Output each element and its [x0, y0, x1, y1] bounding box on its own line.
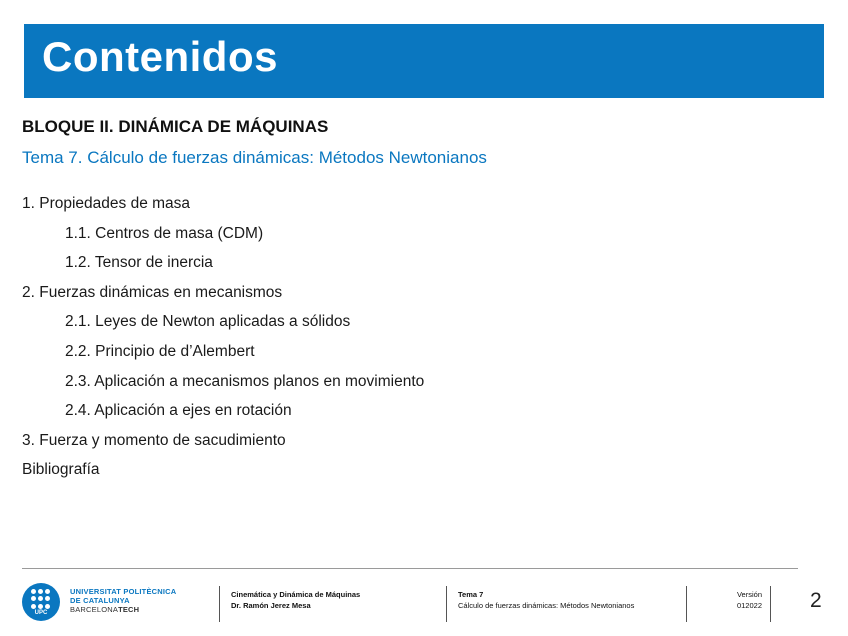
version-value: 012022 [736, 601, 762, 610]
footer-version [712, 589, 762, 611]
topic-name: Cálculo de fuerzas dinámicas: Métodos Newtonianos [458, 601, 635, 610]
footer-separator [446, 586, 447, 622]
toc-item: Bibliografía [22, 461, 100, 479]
table-of-contents [22, 194, 424, 490]
version-label: Versión [736, 590, 762, 599]
university-logo [22, 583, 197, 623]
logo-badge: UPC [34, 610, 48, 616]
slide-title: Contenidos [42, 33, 278, 80]
toc-item: 1. Propiedades de masa [22, 195, 191, 212]
footer-divider [22, 568, 798, 569]
topic-number: Tema 7 [458, 590, 484, 599]
logo-line-2: DE CATALUNYA [70, 596, 130, 605]
toc-item: 2.2. Principio de d’Alembert [65, 342, 255, 360]
toc-item: 2.1. Leyes de Newton aplicadas a sólidos [65, 313, 351, 331]
footer-topic-info [458, 589, 668, 611]
toc-item: 2.3. Aplicación a mecanismos planos en movimiento [65, 372, 425, 390]
footer-course-info [231, 589, 360, 611]
course-name: Cinemática y Dinámica de Máquinas [231, 590, 361, 599]
topic-heading: Tema 7. Cálculo de fuerzas dinámicas: Métodos Newtonianos [22, 148, 487, 167]
toc-item: 3. Fuerza y momento de sacudimiento [22, 431, 286, 449]
logo-line-1: UNIVERSITAT POLITÈCNICA [70, 587, 177, 596]
title-banner [24, 24, 824, 98]
author-name: Dr. Ramón Jerez Mesa [231, 601, 311, 610]
toc-item: 1.1. Centros de masa (CDM) [65, 224, 264, 242]
block-heading: BLOQUE II. DINÁMICA DE MÁQUINAS [22, 117, 329, 136]
toc-item: 2.4. Aplicación a ejes en rotación [65, 402, 292, 420]
logo-emblem-icon [22, 583, 60, 621]
page-number: 2 [810, 589, 822, 612]
footer-separator [686, 586, 687, 622]
logo-wordmark [70, 587, 176, 614]
footer-separator [770, 586, 771, 622]
toc-item: 1.2. Tensor de inercia [65, 254, 213, 272]
toc-item: 2. Fuerzas dinámicas en mecanismos [22, 283, 283, 301]
footer-separator [219, 586, 220, 622]
logo-line-3: BARCELONATECH [70, 605, 140, 614]
